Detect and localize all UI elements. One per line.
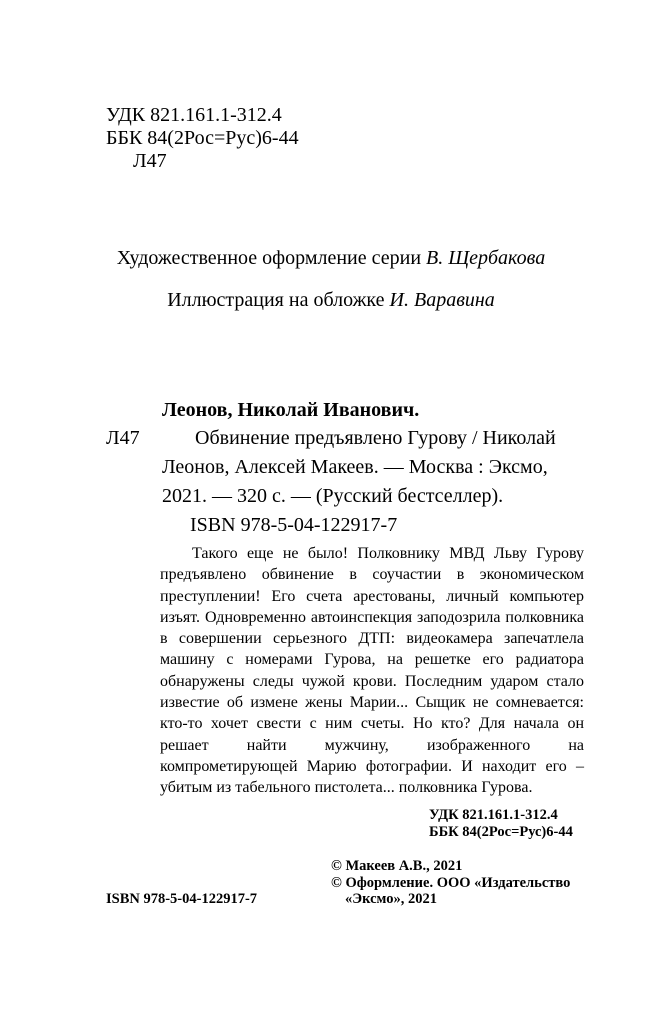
author-heading: Леонов, Николай Иванович. [162, 399, 420, 421]
cover-illustration-name: И. Варавина [389, 289, 495, 311]
footer-udk: УДК 821.161.1-312.4 [429, 807, 558, 823]
bib-isbn: ISBN 978-5-04-122917-7 [190, 514, 398, 536]
bib-line-3: 2021. — 320 с. — (Русский бестселлер). [162, 485, 504, 507]
series-design-label: Художественное оформление серии [116, 247, 422, 269]
series-design-credit [0, 247, 662, 270]
udk-code: УДК 821.161.1-312.4 [106, 104, 282, 126]
bib-line-2: Леонов, Алексей Макеев. — Москва : Эксмо, [162, 456, 548, 478]
copyright-authors: © Макеев А.В., 2021 [331, 858, 463, 874]
bbk-code: ББК 84(2Рос=Рус)6-44 [106, 127, 299, 149]
footer-isbn: ISBN 978-5-04-122917-7 [106, 891, 258, 907]
cover-illustration-credit [0, 289, 662, 312]
bib-author-sign: Л47 [106, 427, 140, 449]
author-sign: Л47 [133, 150, 167, 172]
annotation: Такого еще не было! Полковнику МВД Льву Гурову предъявлено обвинение в соучастии в экономическом преступлении! Его счета арестованы, личный компьютер изъят. Одновременно автоинспекция заподозрила полковника в совершении серьезного ДТП: видеокамера запечатлела машину с номерами Гурова, на решетке его радиатора обнаружены следы чужой крови. Последним ударом стало известие об измене жены Марии... Сыщик не сомневается: кто-то хочет свести с ним счеты. Но кто? Для начала он решает найти мужчину, изображенного на компрометирующей Марию фотографии. И находит его – убитым из табельного пистолета... полковника Гурова. [160, 545, 584, 797]
copyright-publisher: «Эксмо», 2021 [345, 891, 437, 907]
bib-line-1: Обвинение предъявлено Гурову / Николай [195, 427, 556, 449]
footer-bbk: ББК 84(2Рос=Рус)6-44 [429, 824, 573, 840]
copyright-design: © Оформление. ООО «Издательство [331, 875, 571, 891]
series-design-name: В. Щербакова [426, 247, 546, 269]
cover-illustration-label: Иллюстрация на обложке [167, 289, 385, 311]
